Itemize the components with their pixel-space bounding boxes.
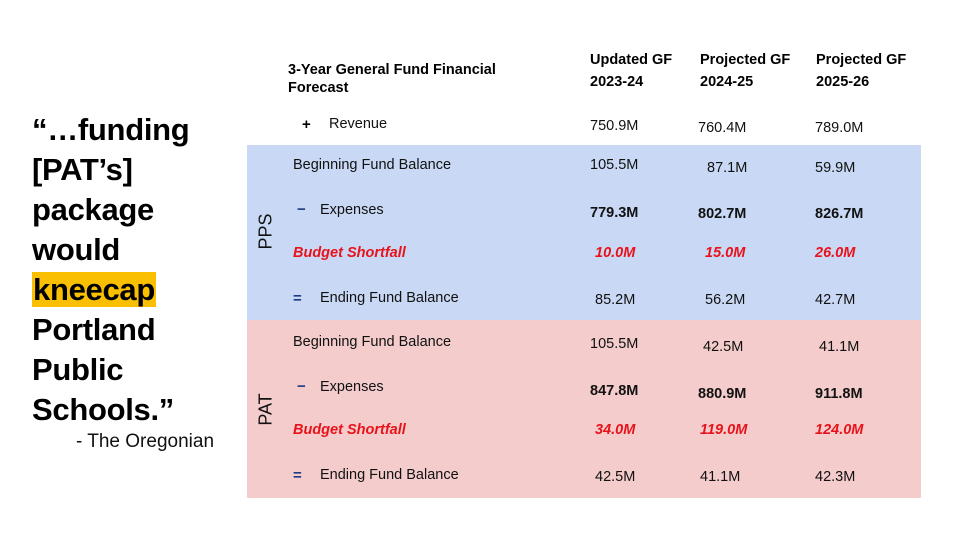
quote-highlight-word: kneecap — [33, 272, 155, 307]
pat-expenses-label: Expenses — [320, 379, 384, 395]
minus-icon: − — [297, 201, 306, 218]
pat-beginning-2024-25: 42.5M — [703, 339, 744, 355]
pat-shortfall-2024-25: 119.0M — [700, 422, 748, 438]
pat-beginning-2025-26: 41.1M — [819, 339, 860, 355]
quote-line: package — [32, 192, 154, 227]
pat-beginning-2023-24: 105.5M — [590, 336, 639, 352]
pps-expenses-label: Expenses — [320, 202, 384, 218]
pps-expenses-2025-26: 826.7M — [815, 206, 864, 222]
quote-line: “…funding — [32, 112, 190, 147]
pps-ending-2024-25: 56.2M — [705, 292, 746, 308]
equals-icon: = — [293, 290, 302, 307]
quote-text — [32, 110, 247, 430]
revenue-2025-26: 789.0M — [815, 120, 864, 136]
pps-ending-2023-24: 85.2M — [595, 292, 636, 308]
revenue-2024-25: 760.4M — [698, 120, 747, 136]
pps-shortfall-2024-25: 15.0M — [705, 245, 746, 261]
pat-ending-2025-26: 42.3M — [815, 469, 856, 485]
pps-section-label: PPS — [255, 213, 276, 250]
quote-line: Public — [32, 352, 124, 387]
pps-beginning-2025-26: 59.9M — [815, 160, 856, 176]
pps-ending-label: Ending Fund Balance — [320, 290, 459, 306]
quote-line: would — [32, 232, 121, 267]
pps-expenses-2024-25: 802.7M — [698, 206, 747, 222]
pat-beginning-label: Beginning Fund Balance — [293, 334, 452, 350]
pps-beginning-2023-24: 105.5M — [590, 157, 639, 173]
equals-icon: = — [293, 467, 302, 484]
pat-ending-label: Ending Fund Balance — [320, 467, 459, 483]
column-header-2025-26: Projected GF 2025-26 — [816, 52, 907, 90]
pat-expenses-2024-25: 880.9M — [698, 386, 747, 402]
pat-ending-2023-24: 42.5M — [595, 469, 636, 485]
pat-shortfall-label: Budget Shortfall — [293, 422, 406, 438]
revenue-2023-24: 750.9M — [590, 118, 639, 134]
pat-expenses-2023-24: 847.8M — [590, 383, 639, 399]
table-title: 3-Year General Fund Financial Forecast — [288, 62, 496, 96]
pps-beginning-2024-25: 87.1M — [707, 160, 748, 176]
column-header-2023-24: Updated GF 2023-24 — [590, 52, 673, 90]
pat-section-label: PAT — [255, 393, 276, 426]
pps-shortfall-2025-26: 26.0M — [815, 245, 856, 261]
pps-expenses-2023-24: 779.3M — [590, 205, 639, 221]
pps-shortfall-label: Budget Shortfall — [293, 245, 406, 261]
minus-icon: − — [297, 378, 306, 395]
pps-ending-2025-26: 42.7M — [815, 292, 856, 308]
quote-line: Portland — [32, 312, 156, 347]
pat-ending-2024-25: 41.1M — [700, 469, 741, 485]
quote-line: Schools.” — [32, 392, 174, 427]
column-header-2024-25: Projected GF 2024-25 — [700, 52, 791, 90]
plus-icon: + — [302, 116, 311, 133]
pat-expenses-2025-26: 911.8M — [815, 386, 863, 402]
pat-shortfall-2023-24: 34.0M — [595, 422, 636, 438]
pps-beginning-label: Beginning Fund Balance — [293, 157, 452, 173]
quote-attribution: - The Oregonian — [76, 431, 215, 452]
pat-shortfall-2025-26: 124.0M — [815, 422, 864, 438]
revenue-label: Revenue — [329, 116, 388, 132]
pps-shortfall-2023-24: 10.0M — [595, 245, 636, 261]
quote-line: [PAT’s] — [32, 152, 133, 187]
